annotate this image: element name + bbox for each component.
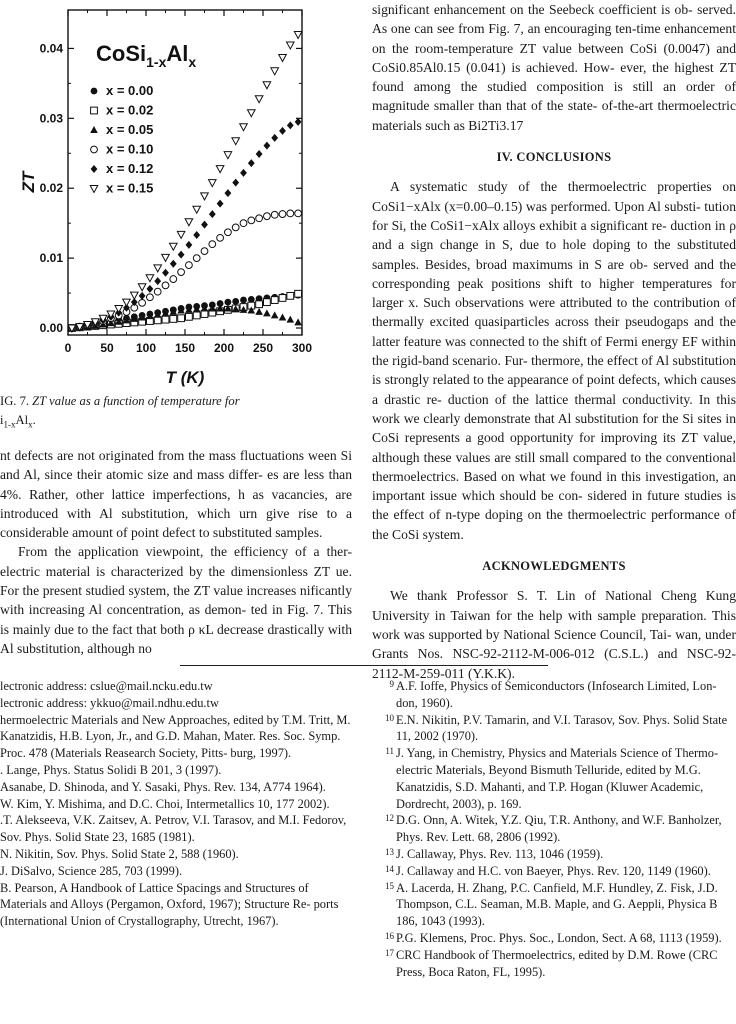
caption-line2-end: . (32, 413, 36, 427)
reference-text: J. Callaway, Phys. Rev. 113, 1046 (1959). (396, 846, 604, 861)
reference-text: CRC Handbook of Thermoelectrics, edited by D.M. Rowe (CRC Press, Boca Raton, FL, 1995). (396, 947, 718, 979)
x-tick-label: 50 (100, 341, 114, 355)
data-point (131, 292, 139, 299)
footnote-left-item: B. Pearson, A Handbook of Lattice Spacings and Structures of Materials and Alloys (Pergamon, Oxford, 1967); Structure Re- ports (International Union of Crystallography, Utrecht, 1967). (0, 880, 339, 929)
data-point (264, 213, 271, 220)
data-point (256, 150, 263, 158)
reference-text: A.F. Ioffe, Physics of Semiconductors (Infosearch Limited, Lon- don, 1960). (396, 679, 717, 710)
footnote-left-item: .T. Alekseeva, V.K. Zaitsev, A. Petrov, V.I. Tarasov, and M.I. Fedorov, Sov. Phys. Solid State 23, 1685 (1981). (0, 813, 347, 845)
legend-marker (91, 146, 98, 153)
data-point (170, 260, 177, 268)
data-point (256, 301, 263, 308)
data-point (279, 295, 286, 302)
data-point (255, 96, 263, 103)
data-point (271, 311, 279, 318)
x-axis-label: T (K) (165, 368, 205, 387)
y-tick-label: 0.04 (39, 41, 63, 56)
data-point (240, 169, 247, 177)
conclusions-paragraph: A systematic study of the thermoelectric properties on CoSi1−xAlx (x=0.00–0.15) was performed. Upon Al substi- tution for Si, the CoSi1−xAlx alloys exhibit a significant re- duction in ρ and a sign change in S, due to hole doping to the substituted samples. Besides, broad maximums in S are ob- served and the corresponding peak positions shift to higher temperatures for larger x. Such observations were attributed to the contribution of thermally excited quasiparticles across their pseudogaps and the latter feature was connected to the shift of Fermi energy EF within the rigid-band scenario. Fur- thermore, the effect of Al substitution is strongly related to the appearance of point defects, which causes a drastic re- duction of the lattice thermal conductivity. In this work we clearly demonstrate that Al substitution for the Si sites in CoSi represents a good opportunity for improving its ZT value, although these values are still small compared to the conventional thermoelectrics. Based on what we found in this investigation, an important issue which should be con- sidered in future studies is the effect of n-type doping on the thermoelectric performance of the CoSi system. (372, 179, 736, 542)
reference-number: 16 (385, 930, 394, 941)
data-point (146, 275, 154, 282)
left-paragraph-2: From the application viewpoint, the efficiency of a ther- electric material is characterized by the dimensionless ZT ue. For the present studied system, the ZT value increases nificantly with increasing Al concentration, as demon- ted in Fig. 7. This is mainly due to the fact that both ρ κL decrease drastically with Al substitution, although no (0, 544, 352, 656)
data-point (193, 312, 200, 319)
data-point (186, 241, 193, 249)
data-point (248, 159, 255, 167)
data-point (162, 316, 169, 323)
data-point (232, 179, 239, 187)
data-point (138, 284, 146, 291)
legend-marker (90, 126, 98, 133)
data-point (295, 118, 302, 126)
data-point (154, 288, 161, 295)
reference-item (372, 930, 736, 947)
legend-label: x = 0.12 (106, 161, 154, 176)
data-point (209, 210, 216, 218)
data-point (240, 124, 248, 131)
legend-label: x = 0.15 (106, 180, 154, 196)
right-column (372, 0, 736, 683)
y-tick-label: 0.00 (39, 321, 63, 336)
x-tick-label: 250 (252, 341, 274, 355)
data-point (225, 189, 232, 197)
data-point (232, 138, 240, 145)
footnote-left-item: Asanabe, D. Shinoda, and Y. Sasaki, Phys. Rev. 134, A774 1964). (0, 779, 326, 794)
data-point (115, 305, 123, 312)
data-point (201, 193, 209, 200)
left-paragraph-1: nt defects are not originated from the mass fluctuations ween Si and Al, since their atomic size and mass differ- es are less than 4%. Rather, other lattice imperfections, h as vacancies, are introduced with Al substitution, which urn give rise to a considerable amount of point defect to substituted samples. (0, 448, 352, 541)
data-point (287, 292, 294, 299)
data-point (264, 142, 271, 150)
caption-line2-sub: 1-x (3, 419, 16, 430)
reference-item (372, 812, 736, 846)
data-point (201, 248, 208, 255)
legend-label: x = 0.05 (106, 122, 154, 137)
caption-label: IG. 7. (0, 394, 30, 408)
caption-line2-tail-sub: x (28, 419, 33, 430)
data-point (225, 229, 232, 236)
reference-text: J. Yang, in Chemistry, Physics and Materials Science of Thermo- electric Materials, Beyond Bismuth Telluride, edited by M.G. Kanatzidis, S.D. Mahanti, and T.P. Hogan (Kluwer Academic, Dordrecht, 2003), p. 169. (396, 746, 719, 811)
data-point (193, 231, 200, 239)
reference-text: J. Callaway and H.C. von Baeyer, Phys. Rev. 120, 1149 (1960). (396, 863, 711, 878)
reference-text: P.G. Klemens, Proc. Phys. Soc., London, Sect. A 68, 1113 (1959). (396, 930, 722, 945)
legend-marker (91, 88, 98, 95)
reference-number: 14 (385, 863, 394, 874)
data-point (186, 262, 193, 269)
x-tick-label: 150 (174, 341, 196, 355)
caption-line2-tail: Al (15, 413, 29, 427)
caption-line2: i (0, 413, 4, 427)
data-point (217, 234, 224, 241)
data-point (154, 265, 162, 272)
reference-item (372, 846, 736, 863)
data-point (279, 127, 286, 135)
reference-text: A. Lacerda, H. Zhang, P.C. Canfield, M.F. Hundley, Z. Fisk, J.D. Thompson, C.L. Seaman, M.B. Maple, and G. Aeppli, Physica B 186, 1043 (1993). (396, 880, 718, 929)
legend-label: x = 0.02 (106, 102, 154, 118)
footnote-left-item: lectronic address: ykkuo@mail.ndhu.edu.tw (0, 695, 219, 710)
legend-marker (91, 107, 98, 114)
legend-marker (90, 186, 98, 193)
data-point (287, 42, 295, 49)
data-point (294, 318, 302, 325)
data-point (271, 134, 278, 142)
data-point (248, 217, 255, 224)
data-point (271, 68, 279, 75)
data-point (209, 241, 216, 248)
data-point (271, 211, 278, 218)
x-tick-label: 0 (64, 341, 72, 355)
data-point (216, 166, 224, 173)
footnote-left-item: W. Kim, Y. Mishima, and D.C. Choi, Intermetallics 10, 177 2002). (0, 796, 330, 811)
data-point (139, 292, 146, 300)
footnotes-right (372, 678, 736, 980)
data-point (232, 298, 239, 305)
data-point (162, 269, 169, 277)
reference-number: 9 (389, 679, 394, 689)
reference-item (372, 745, 736, 812)
data-point (279, 55, 287, 62)
data-point (295, 290, 302, 297)
data-point (186, 313, 193, 320)
data-point (162, 254, 170, 261)
data-point (263, 82, 271, 89)
acknowledgments-heading: ACKNOWLEDGMENTS (482, 559, 626, 574)
reference-text: E.N. Nikitin, P.V. Tamarin, and V.I. Tarasov, Sov. Phys. Solid State 11, 2002 (1970). (396, 712, 728, 744)
reference-number: 15 (385, 880, 394, 891)
data-point (201, 311, 208, 318)
x-tick-label: 200 (213, 341, 235, 355)
caption-text: ZT value as a function of temperature for (29, 394, 240, 408)
data-point (263, 309, 271, 316)
data-point (279, 314, 287, 321)
zt-chart (0, 0, 352, 388)
data-point (217, 200, 224, 208)
figure-caption (0, 392, 352, 435)
data-point (240, 220, 247, 227)
data-point (279, 211, 286, 218)
y-tick-label: 0.02 (39, 181, 63, 196)
legend-label: x = 0.10 (106, 141, 154, 157)
y-tick-label: 0.01 (39, 251, 63, 266)
conclusions-heading: IV. CONCLUSIONS (496, 150, 612, 165)
reference-number: 12 (385, 813, 394, 824)
data-point (177, 231, 185, 238)
data-point (162, 282, 169, 289)
reference-number: 10 (385, 712, 394, 723)
right-paragraph-1: significant enhancement on the Seebeck coefficient is ob- served. As one can see from Fig. 7, an encouraging ten-time enhancement on the room-temperature ZT value between CoSi (0.0047) and CoSi0.85Al0.15 (0.041) is achieved. How- ever, the highest ZT found among the studied composition is still an order of magnitude smaller than that of the state- of-the-art thermoelectric materials such as Bi2Ti3.17 (372, 2, 736, 133)
x-tick-label: 100 (135, 341, 157, 355)
data-point (232, 224, 239, 231)
reference-number: 13 (385, 846, 394, 857)
reference-number: 17 (385, 947, 394, 958)
data-point (185, 219, 193, 226)
left-column (0, 446, 352, 658)
data-point (256, 215, 263, 222)
reference-item (372, 678, 736, 712)
footnotes-left (0, 678, 352, 930)
y-axis-label: ZT (19, 171, 38, 193)
data-point (147, 285, 154, 293)
data-point (154, 277, 161, 285)
footnote-left-item: lectronic address: cslue@mail.ncku.edu.tw (0, 679, 213, 693)
data-point (287, 210, 294, 217)
footnote-left-item: . Lange, Phys. Status Solidi B 201, 3 (1997). (0, 762, 222, 777)
figure-7 (0, 0, 352, 388)
series-5 (68, 31, 302, 332)
data-point (147, 294, 154, 301)
data-point (209, 180, 217, 187)
data-point (201, 221, 208, 229)
data-point (178, 315, 185, 322)
data-point (248, 110, 256, 117)
reference-item (372, 863, 736, 880)
data-point (224, 152, 232, 159)
data-point (287, 316, 295, 323)
data-point (178, 251, 185, 259)
reference-item (372, 712, 736, 746)
data-point (170, 243, 178, 250)
reference-item (372, 880, 736, 930)
data-point (295, 210, 302, 217)
footnote-left-item: J. DiSalvo, Science 285, 703 (1999). (0, 863, 183, 878)
data-point (170, 276, 177, 283)
data-point (294, 31, 302, 38)
data-point (178, 269, 185, 276)
y-tick-label: 0.03 (39, 111, 63, 126)
data-point (271, 297, 278, 304)
reference-text: D.G. Onn, A. Witek, Y.Z. Qiu, T.R. Anthony, and W.F. Banholzer, Phys. Rev. Lett. 68, 2806 (1992). (396, 813, 722, 845)
reference-item (372, 947, 736, 981)
data-point (287, 121, 294, 129)
data-point (123, 299, 131, 306)
acknowledgments-paragraph: We thank Professor S. T. Lin of National Cheng Kung University in Taiwan for the help with sample preparation. This work was supported by National Science Council, Tai- wan, under Grants Nos. NSC-92-2112-M-006-012 (C.S.L.) and NSC-92-2112-M-259-011 (Y.K.K). (372, 588, 736, 681)
legend-marker (91, 165, 98, 173)
data-point (264, 299, 271, 306)
data-point (240, 297, 247, 304)
data-point (193, 206, 201, 213)
data-point (170, 316, 177, 323)
footnote-left-item: N. Nikitin, Sov. Phys. Solid State 2, 588 (1960). (0, 846, 239, 861)
chart-legend (90, 83, 153, 196)
legend-label: x = 0.00 (106, 83, 154, 98)
footnote-divider (180, 665, 548, 666)
x-tick-label: 300 (291, 341, 313, 355)
reference-number: 11 (385, 746, 394, 757)
data-point (248, 296, 255, 303)
footnote-left-item: hermoelectric Materials and New Approaches, edited by T.M. Tritt, M. Kanatzidis, H.B. Lyon, Jr., and G.D. Mahan, Mater. Res. Soc. Symp. Proc. 478 (Materials Reasearch Society, Pitts- burg, 1997). (0, 712, 351, 761)
data-point (154, 317, 161, 324)
data-point (139, 299, 146, 306)
data-point (255, 308, 263, 315)
data-point (193, 255, 200, 262)
chart-title: $CoSi_{1-x}Al_x$ (96, 41, 197, 70)
